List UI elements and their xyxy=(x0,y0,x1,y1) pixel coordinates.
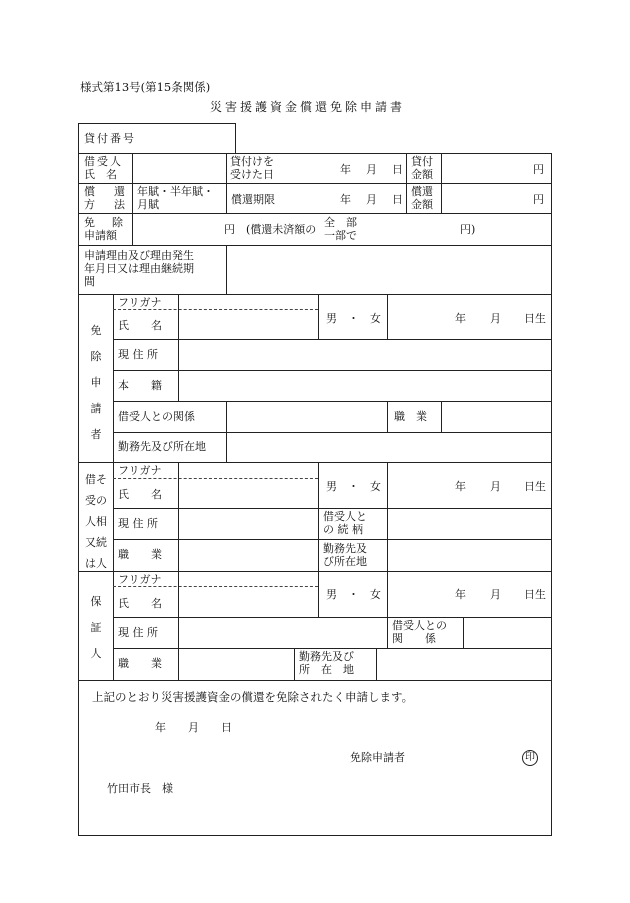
applicant-signature-label: 免除申請者 xyxy=(350,751,405,764)
heir-birth-day: 日生 xyxy=(524,480,546,493)
guarantor-relation-line2: 関 係 xyxy=(392,632,436,645)
loan-amount-label-line2: 金額 xyxy=(411,168,433,181)
guarantor-address-field[interactable] xyxy=(181,620,384,645)
guarantor-name-label: 氏 名 xyxy=(118,597,162,610)
guarantor-job-field[interactable] xyxy=(181,651,291,677)
declaration-date[interactable]: 年 月 日 xyxy=(155,721,232,734)
loan-amount-label xyxy=(411,155,433,181)
repayment-deadline-label: 償還期限 xyxy=(231,193,275,206)
applicant-job-label: 職 業 xyxy=(394,410,427,423)
repayment-method-label xyxy=(84,185,129,211)
exemption-all: 全 部 xyxy=(324,216,357,229)
heir-job-field[interactable] xyxy=(181,542,315,568)
applicant-side-label xyxy=(80,318,112,448)
exemption-amount-text[interactable]: 円 (償還未済額の xyxy=(224,223,317,236)
loan-amount-label-line1: 貸付 xyxy=(411,155,433,168)
form-number: 様式第13号(第15条関係) xyxy=(80,80,211,94)
loan-date-label xyxy=(230,155,274,181)
borrower-name-field[interactable] xyxy=(135,156,223,180)
heir-relation-line1: 借受人と xyxy=(323,510,367,523)
heir-side-text: は人 xyxy=(85,557,107,570)
applicant-honseki-label: 本 籍 xyxy=(118,379,162,392)
heir-workplace-line2: び所在地 xyxy=(323,555,367,568)
guarantor-gender[interactable]: 男 ・ 女 xyxy=(326,588,381,601)
reason-label-line2: 年月日又は理由継続期 xyxy=(84,262,194,275)
applicant-birth-month: 月 xyxy=(490,312,501,325)
form-title: 災害援護資金償還免除申請書 xyxy=(210,100,406,114)
guarantor-relation-field[interactable] xyxy=(466,620,547,645)
repayment-deadline-field[interactable]: 年 月 日 xyxy=(340,193,405,206)
applicant-name-field[interactable] xyxy=(181,297,315,337)
reason-label xyxy=(84,249,194,288)
repayment-method-options[interactable] xyxy=(137,185,214,211)
applicant-side-char: 請 xyxy=(90,402,102,415)
borrower-label xyxy=(84,155,123,181)
heir-relation-field[interactable] xyxy=(390,511,547,536)
heir-workplace-field[interactable] xyxy=(390,542,547,568)
applicant-side-char: 者 xyxy=(90,428,102,441)
heir-address-label: 現 住 所 xyxy=(118,517,158,530)
guarantor-side-char: 証 xyxy=(90,621,102,634)
borrower-label-line1: 借受人 xyxy=(84,155,123,168)
loan-date-label-line1: 貸付けを xyxy=(230,155,274,168)
applicant-gender[interactable]: 男 ・ 女 xyxy=(326,312,381,325)
loan-date-field[interactable]: 年 月 日 xyxy=(340,163,405,176)
heir-side-text: 人相 xyxy=(85,515,107,528)
heir-gender[interactable]: 男 ・ 女 xyxy=(326,480,381,493)
applicant-workplace-label: 勤務先及び所在地 xyxy=(118,440,206,453)
guarantor-birth-month: 月 xyxy=(490,588,501,601)
guarantor-workplace-label xyxy=(299,650,354,676)
heir-birth-year: 年 xyxy=(455,480,466,493)
heir-furigana-label: フリガナ xyxy=(118,464,162,477)
guarantor-side-char: 保 xyxy=(90,595,102,608)
exemption-scope-options[interactable] xyxy=(324,216,357,242)
method-options-line2: 月賦 xyxy=(137,198,159,211)
heir-workplace-label xyxy=(323,542,367,568)
applicant-side-char: 申 xyxy=(90,376,102,389)
applicant-signature-field[interactable] xyxy=(410,746,515,766)
reason-label-line3: 間 xyxy=(84,275,95,288)
heir-side-text: 受の xyxy=(85,494,107,507)
guarantor-relation-label xyxy=(392,619,447,645)
repayment-amount-label-line2: 金額 xyxy=(411,198,433,211)
seal-mark-icon: 印 xyxy=(522,750,538,766)
heir-relation-line2: の 続 柄 xyxy=(323,523,363,536)
repayment-method-label-line2: 方 法 xyxy=(84,198,129,211)
applicant-side-char: 免 xyxy=(90,324,102,337)
declaration-statement: 上記のとおり災害援護資金の償還を免除されたく申請します。 xyxy=(92,690,414,704)
guarantor-workplace-field[interactable] xyxy=(379,651,547,677)
applicant-relation-label: 借受人との関係 xyxy=(118,410,195,423)
guarantor-birth-day: 日生 xyxy=(524,588,546,601)
heir-name-field[interactable] xyxy=(181,465,315,505)
heir-address-field[interactable] xyxy=(181,511,315,536)
loan-number-field[interactable] xyxy=(140,126,232,150)
addressee: 竹田市長 様 xyxy=(107,782,173,795)
repayment-amount-label xyxy=(411,185,433,211)
exemption-label-line1: 免 除 xyxy=(84,216,126,229)
repayment-amount-label-line1: 償還 xyxy=(411,185,433,198)
repayment-amount-field[interactable]: 円 xyxy=(533,193,544,206)
exemption-part: 一部で xyxy=(324,229,357,242)
method-options-line1: 年賦・半年賦・ xyxy=(137,185,214,198)
guarantor-birth-year: 年 xyxy=(455,588,466,601)
guarantor-name-field[interactable] xyxy=(181,574,315,614)
reason-field[interactable] xyxy=(230,248,548,292)
heir-relation-label xyxy=(323,510,367,536)
loan-number-label: 貸付番号 xyxy=(84,132,136,145)
exemption-label-line2: 申請額 xyxy=(84,229,117,242)
heir-job-label: 職 業 xyxy=(118,548,162,561)
guarantor-side-char: 人 xyxy=(90,647,102,660)
applicant-side-char: 除 xyxy=(90,350,102,363)
applicant-workplace-field[interactable] xyxy=(229,435,547,459)
applicant-name-label: 氏 名 xyxy=(118,319,162,332)
applicant-address-field[interactable] xyxy=(181,342,547,367)
applicant-honseki-field[interactable] xyxy=(181,373,547,398)
loan-amount-field[interactable]: 円 xyxy=(533,163,544,176)
heir-workplace-line1: 勤務先及 xyxy=(323,542,367,555)
applicant-birth-day: 日生 xyxy=(524,312,546,325)
heir-side-label xyxy=(79,469,113,574)
guarantor-address-label: 現 住 所 xyxy=(118,626,158,639)
guarantor-side-label xyxy=(80,589,112,667)
applicant-address-label: 現 住 所 xyxy=(118,348,158,361)
applicant-job-field[interactable] xyxy=(444,404,547,429)
heir-birth-month: 月 xyxy=(490,480,501,493)
heir-side-text: 借そ xyxy=(85,473,107,486)
guarantor-job-label: 職 業 xyxy=(118,657,162,670)
reason-label-line1: 申請理由及び理由発生 xyxy=(84,249,194,262)
repayment-method-label-line1: 償 還 xyxy=(84,185,129,198)
guarantor-workplace-line1: 勤務先及び xyxy=(299,650,354,663)
guarantor-workplace-line2: 所 在 地 xyxy=(299,663,354,676)
applicant-furigana-label: フリガナ xyxy=(118,296,162,309)
borrower-label-line2: 氏 名 xyxy=(84,168,117,181)
heir-side-text: 又続 xyxy=(85,536,107,549)
guarantor-relation-line1: 借受人との xyxy=(392,619,447,632)
exemption-amount-label xyxy=(84,216,126,242)
guarantor-furigana-label: フリガナ xyxy=(118,573,162,586)
exemption-yen: 円) xyxy=(460,223,476,236)
loan-date-label-line2: 受けた日 xyxy=(230,168,274,181)
heir-name-label: 氏 名 xyxy=(118,488,162,501)
applicant-birth-year: 年 xyxy=(455,312,466,325)
